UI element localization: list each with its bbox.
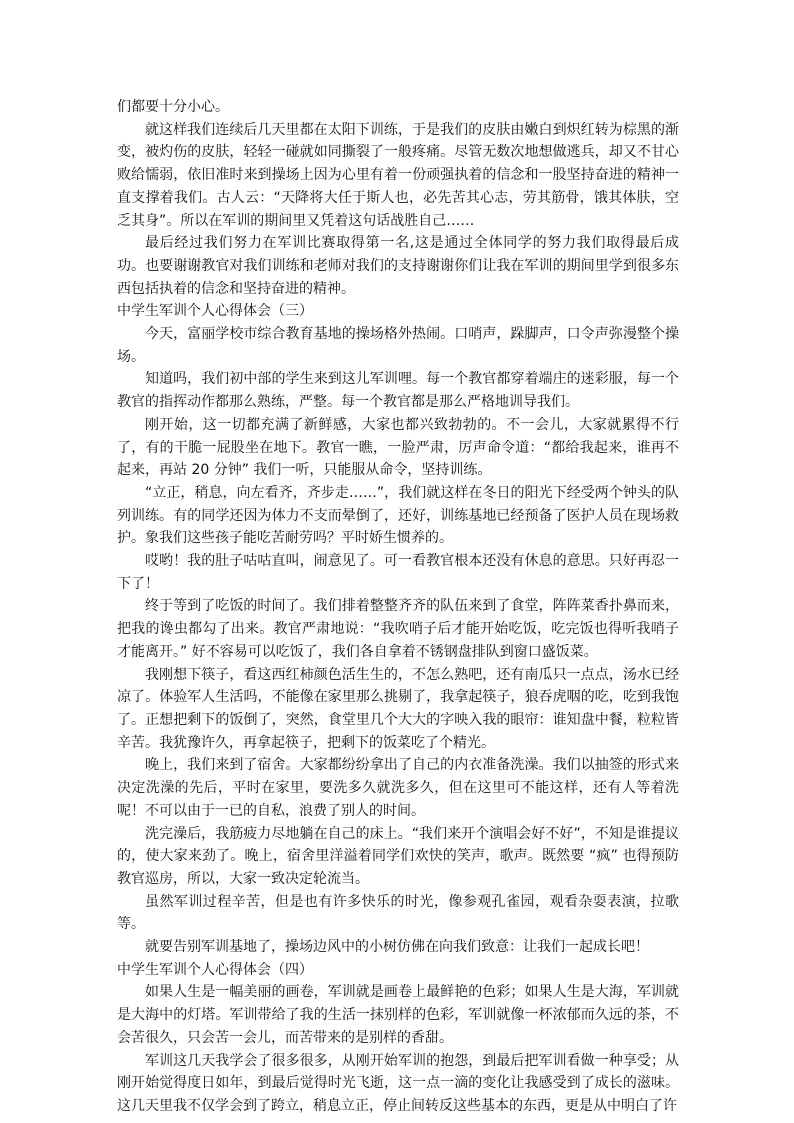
paragraph: 今天，富丽学校市综合教育基地的操场格外热闹。口哨声，跺脚声，口令声弥漫整个操场。 (117, 326, 679, 365)
document-page (117, 96, 679, 1118)
paragraph: 刚开始，这一切都充满了新鲜感，大家也都兴致勃勃的。不一会儿，大家就累得不行了，有的干脆一屁股坐在地下。教官一瞧，一脸严肃，厉声命令道：“都给我起来，谁再不起来，再站 20 分钟” 我们一听，只能服从命令，坚持训练。 (117, 416, 679, 479)
paragraph: 知道吗，我们初中部的学生来到这儿军训哩。每一个教官都穿着端庄的迷彩服，每一个教官的指挥动作都那么熟练，严整。每一个教官都是那么严格地训导我们。 (117, 371, 679, 411)
paragraph: 晚上，我们来到了宿舍。大家都纷纷拿出了自己的内衣准备洗澡。我们以抽签的形式来决定洗澡的先后，平时在家里，要洗多久就洗多久，但在这里可不能这样，还有人等着洗呢！不可以由于一已的自私，浪费了别人的时间。 (117, 757, 679, 819)
paragraph: “立正，稍息，向左看齐，齐步走……”，我们就这样在冬日的阳光下经受两个钟头的队列训练。有的同学还因为体力不支而晕倒了，还好，训练基地已经预备了医护人员在现场救护。象我们这些孩子能吃苦耐劳吗？平时娇生惯养的。 (117, 484, 679, 547)
paragraph: 洗完澡后，我筋疲力尽地躺在自己的床上。“我们来开个演唱会好不好”，不知是谁提议的，使大家来劲了。晚上，宿舍里洋溢着同学们欢快的笑声，歌声。既然要 “疯” 也得预防教官巡房，所以，大家一致决定轮流当。 (117, 825, 679, 887)
paragraph: 最后经过我们努力在军训比赛取得第一名,这是通过全体同学的努力我们取得最后成功。也要谢谢教官对我们训练和老师对我们的支持谢谢你们让我在军训的期间里学到很多东西包括执着的信念和坚持奋进的精神。 (117, 235, 679, 297)
section-heading: 中学生军训个人心得体会（三） (117, 303, 313, 320)
paragraph: 终于等到了吃饭的时间了。我们排着整整齐齐的队伍来到了食堂，阵阵菜香扑鼻而来，把我的谗虫都勾了出来。教官严肃地说：“我吹哨子后才能开始吃饭，吃完饭也得听我哨子才能离开。” 好不容易可以吃饭了，我们各自拿着不锈钢盘排队到窗口盛饭菜。 (117, 598, 679, 660)
section-heading: 中学生军训个人心得体会（四） (117, 961, 313, 978)
paragraph: 虽然军训过程辛苦，但是也有许多快乐的时光，像参观孔雀园，观看杂耍表演，拉歌等。 (117, 893, 679, 933)
paragraph: 如果人生是一幅美丽的画卷，军训就是画卷上最鲜艳的色彩；如果人生是大海，军训就是大海中的灯塔。军训带给了我的生活一抹别样的色彩，军训就像一杯浓郁而久远的茶，不会苦很久，只会苦一会儿，而苦带来的是别样的香甜。 (117, 984, 679, 1046)
paragraph: 军训这几天我学会了很多很多，从刚开始军训的抱怨，到最后把军训看做一种享受；从刚开始觉得度日如年，到最后觉得时光飞逝，这一点一滴的变化让我感受到了成长的滋味。这几天里我不仅学会到了跨立，稍息立正，停止间转反这些基本的东西，更是从中明白了许 (117, 1052, 679, 1114)
paragraph: 我刚想下筷子，看这西红柿颜色活生生的，不怎么熟吧，还有南瓜只一点点，汤水已经凉了。体验军人生活吗，不能像在家里那么挑剔了，我拿起筷子，狼吞虎咽的吃，吃到我饱了。正想把剩下的饭倒了，突然，食堂里几个大大的字映入我的眼帘：谁知盘中餐，粒粒皆辛苦。我犹豫许久，再拿起筷子，把剩下的饭菜吃了个精光。 (117, 666, 679, 751)
paragraph: 就要告别军训基地了，操场边风中的小树仿佛在向我们致意：让我们一起成长吧！ (145, 939, 649, 956)
paragraph: 就这样我们连续后几天里都在太阳下训练，于是我们的皮肤由嫩白到炽红转为棕黑的渐变，被灼伤的皮肤，轻轻一碰就如同撕裂了一般疼痛。尽管无数次地想做逃兵，却又不甘心败给懦弱，依旧准时来到操场上因为心里有着一份顽强执着的信念和一股坚持奋进的精神一直支撑着我们。古人云：“天降将大任于斯人也，必先苦其心志，劳其筋骨，饿其体肤，空乏其身”。所以在军训的期间里又凭着这句话战胜自己‥‥‥ (117, 121, 679, 229)
paragraph-continued: 们都要十分小心。 (117, 99, 229, 115)
paragraph: 哎哟！我的肚子咕咕直叫，闹意见了。可一看教官根本还没有休息的意思。只好再忍一下了！ (117, 553, 679, 592)
